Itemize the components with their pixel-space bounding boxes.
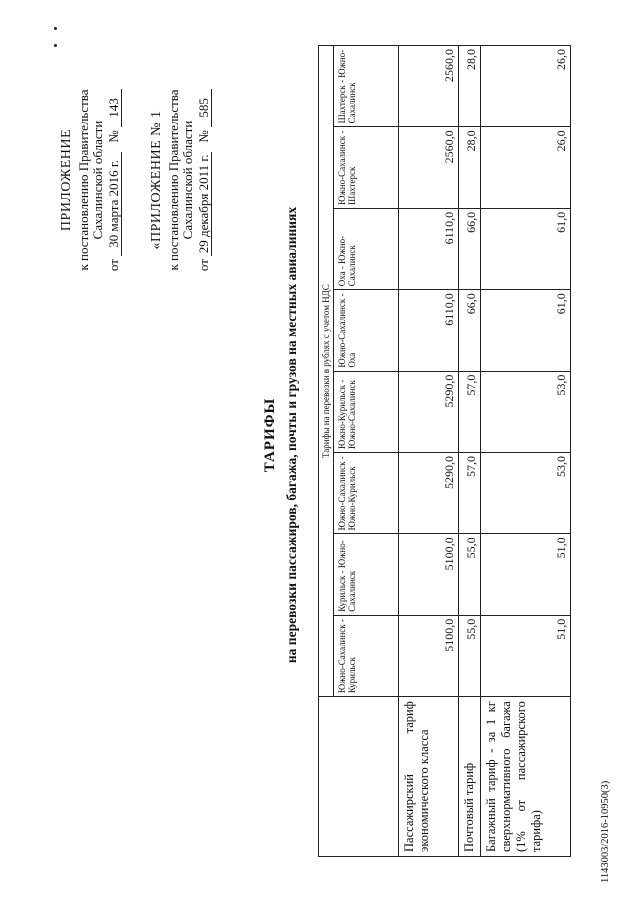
- column-header: Южно-Сахалинск - Южно-Курильск: [334, 452, 399, 533]
- tariff-value: 6110,0: [399, 290, 459, 371]
- doc-title: ТАРИФЫ: [262, 397, 278, 473]
- appendix-old-title: «ПРИЛОЖЕНИЕ № 1: [149, 110, 164, 250]
- tariff-value: 51,0: [481, 534, 571, 615]
- tariff-value: 2560,0: [399, 46, 459, 127]
- appendix-old-date: 29 декабря 2011 г.: [197, 152, 212, 256]
- appendix-old-number: 585: [197, 89, 212, 127]
- appendix-old-line2: Сахалинской области: [180, 120, 195, 240]
- column-header: Южно-Сахалинск - Шахтерск: [334, 127, 399, 208]
- table-row: [399, 46, 459, 857]
- tariff-value: 5290,0: [399, 371, 459, 452]
- doc-subtitle: на перевозки пассажиров, багажа, почты и грузов на местных авиалиниях: [284, 206, 299, 664]
- column-header: Шахтерск - Южно-Сахалинск: [334, 46, 399, 127]
- column-header: Курильск - Южно-Сахалинск: [334, 534, 399, 615]
- row-label: Почтовый тариф: [459, 697, 481, 857]
- appendix-line2: Сахалинской области: [90, 120, 105, 240]
- tariff-value: 55,0: [459, 615, 481, 696]
- tariff-value: 28,0: [459, 46, 481, 127]
- tariff-value: 55,0: [459, 534, 481, 615]
- appendix-date-line: от 30 марта 2016 г. № 143: [107, 30, 122, 330]
- appendix-line1: к постановлению Правительства: [76, 89, 91, 271]
- tariff-value: 61,0: [481, 208, 571, 289]
- tariff-value: 26,0: [481, 46, 571, 127]
- column-header: Оха - Южно-Сахалинск: [334, 208, 399, 289]
- tariff-value: 28,0: [459, 127, 481, 208]
- tariff-value: 53,0: [481, 371, 571, 452]
- tariff-value: 66,0: [459, 208, 481, 289]
- column-header: Южно-Сахалинск - Оха: [334, 290, 399, 371]
- tariff-value: 51,0: [481, 615, 571, 696]
- appendix-old-date-line: от 29 декабря 2011 г. № 585: [197, 30, 212, 330]
- column-header: Южно-Курильск - Южно-Сахалинск: [334, 371, 399, 452]
- table-row: [481, 46, 571, 857]
- appendix-date: 30 марта 2016 г.: [107, 152, 122, 256]
- registration-code: 1143003/2016-10950(3): [600, 780, 611, 883]
- tariff-value: 57,0: [459, 452, 481, 533]
- tariff-value: 6110,0: [399, 208, 459, 289]
- row-label: Пассажирский тариф экономического класса: [399, 697, 459, 857]
- row-label: Багажный тариф - за 1 кг сверхнормативного багажа (1% от пассажирского тарифа): [481, 697, 571, 857]
- appendix-number: 143: [107, 89, 122, 127]
- tariff-table: [318, 45, 571, 857]
- table-corner-cell: [319, 697, 399, 857]
- table-group-header-row: [319, 46, 334, 857]
- table-row: [459, 46, 481, 857]
- tariff-value: 5290,0: [399, 452, 459, 533]
- appendix-title: ПРИЛОЖЕНИЕ: [59, 128, 74, 232]
- table-group-header: Тарифы на перевозки в рублях с учетом НДС: [319, 46, 334, 697]
- column-header: Южно-Сахалинск - Курильск: [334, 615, 399, 696]
- tariff-value: 5100,0: [399, 615, 459, 696]
- tariff-value: 57,0: [459, 371, 481, 452]
- tariff-value: 5100,0: [399, 534, 459, 615]
- tariff-value: 61,0: [481, 290, 571, 371]
- appendix-old-line1: к постановлению Правительства: [166, 89, 181, 271]
- appendix-block: [60, 30, 122, 330]
- tariff-value: 2560,0: [399, 127, 459, 208]
- tariff-value: 66,0: [459, 290, 481, 371]
- tariff-value: 26,0: [481, 127, 571, 208]
- appendix-old-block: [150, 30, 212, 330]
- tariff-value: 53,0: [481, 452, 571, 533]
